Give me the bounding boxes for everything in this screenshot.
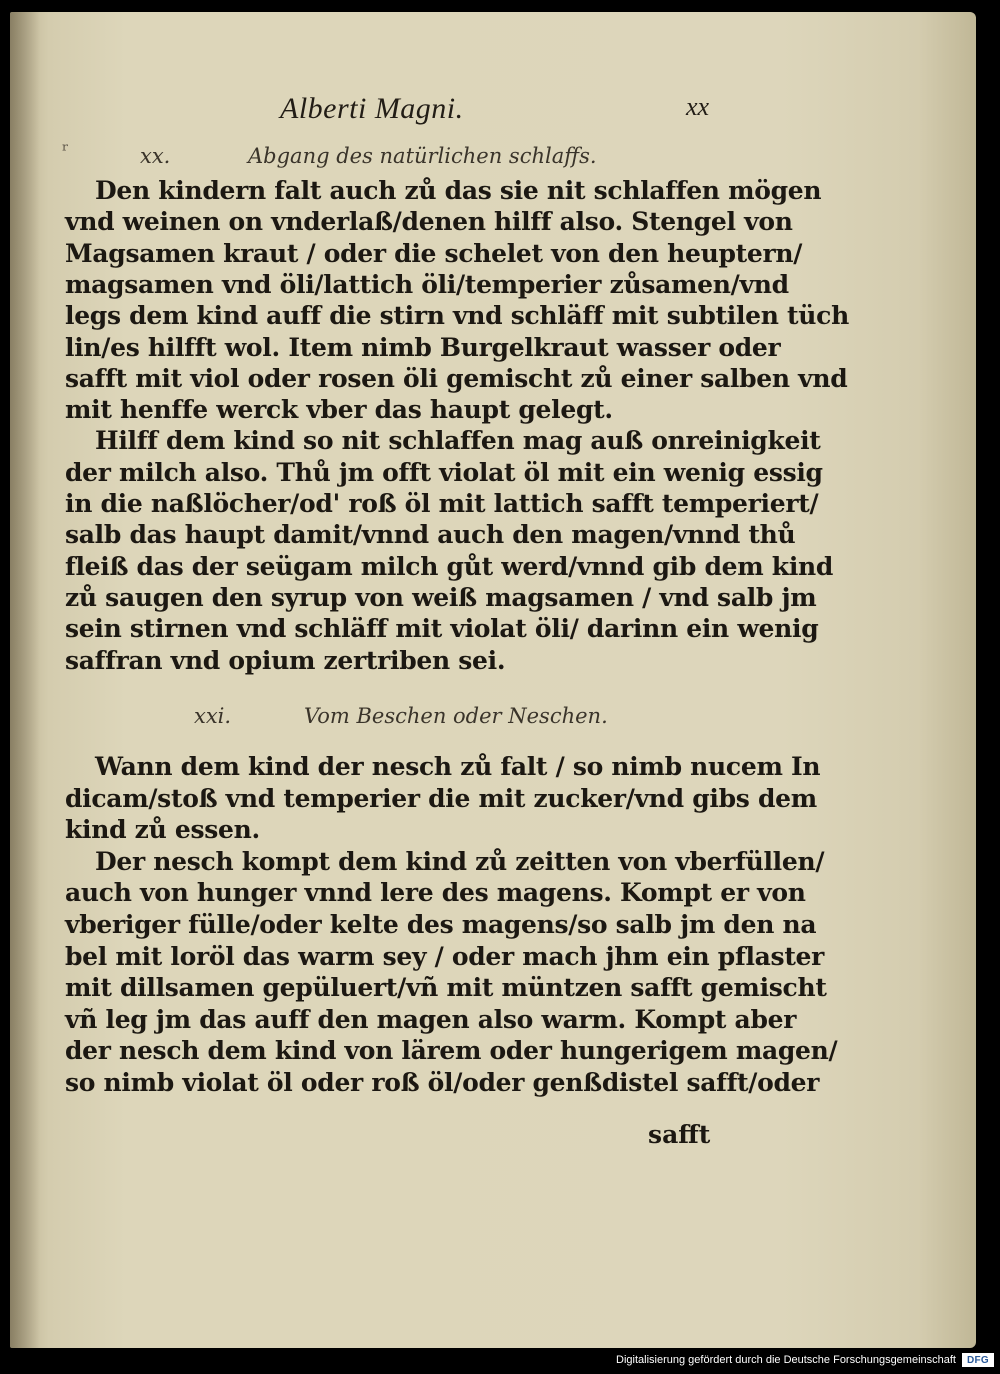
- catchword: safft: [648, 1120, 711, 1149]
- chapter-title: Vom Beschen oder Neschen.: [304, 704, 608, 728]
- text-line: kind zů essen.: [65, 815, 260, 845]
- text-line: zů saugen den syrup von weiß magsamen / vnd salb jm: [65, 582, 817, 612]
- chapter-title: Abgang des natürlichen schlaffs.: [248, 144, 597, 168]
- text-line: magsamen vnd öli/lattich öli/temperier zůsamen/vnd: [65, 269, 789, 299]
- folio-number: xx: [686, 92, 710, 121]
- text-line: Magsamen kraut / oder die schelet von den heuptern/: [65, 238, 803, 268]
- chapter-number: xx.: [140, 144, 171, 168]
- dfg-logo: DFG: [962, 1353, 994, 1367]
- text-line: vñ leg jm das auff den magen also warm. Kompt aber: [65, 1004, 797, 1034]
- page-gutter-shadow: [10, 12, 40, 1348]
- scanned-page: [10, 12, 976, 1348]
- text-line: in die naßlöcher/od' roß öl mit lattich safft temperiert/: [65, 489, 819, 518]
- text-line: salb das haupt damit/vnnd auch den magen/vnnd thů: [65, 520, 796, 550]
- text-line: Der nesch kompt dem kind zů zeitten von vberfüllen/: [95, 846, 825, 876]
- text-line: dicam/stoß vnd temperier die mit zucker/vnd gibs dem: [65, 783, 817, 813]
- text-line: safft mit viol oder rosen öli gemischt zů einer salben vnd: [65, 363, 848, 393]
- text-line: fleiß das der seügam milch gůt werd/vnnd gib dem kind: [65, 551, 834, 581]
- text-line: saffran vnd opium zertriben sei.: [65, 645, 506, 675]
- text-line: Den kindern falt auch zů das sie nit schlaffen mögen: [95, 176, 822, 205]
- text-line: mit henffe werck vber das haupt gelegt.: [65, 395, 613, 425]
- text-line: sein stirnen vnd schläff mit violat öli/ darinn ein wenig: [65, 614, 819, 644]
- text-line: legs dem kind auff die stirn vnd schläff mit subtilen tüch: [65, 301, 849, 331]
- margin-mark: ʳ: [62, 138, 69, 162]
- text-line: so nimb violat öl oder roß öl/oder genßdistel safft/oder: [65, 1068, 820, 1097]
- text-line: der milch also. Thů jm offt violat öl mit ein wenig essig: [65, 457, 823, 487]
- text-line: mit dillsamen gepüluert/vñ mit müntzen safft gemischt: [65, 973, 827, 1003]
- text-line: vberiger fülle/oder kelte des magens/so salb jm den na: [65, 910, 817, 939]
- text-line: auch von hunger vnnd lere des magens. Kompt er von: [65, 878, 806, 908]
- text-line: Wann dem kind der nesch zů falt / so nimb nucem In: [95, 752, 821, 781]
- digitization-credit: Digitalisierung gefördert durch die Deutsche Forschungsgemeinschaft: [616, 1354, 956, 1366]
- text-line: vnd weinen on vnderlaß/denen hilff also. Stengel von: [65, 207, 793, 237]
- chapter-number: xxi.: [194, 704, 232, 728]
- text-line: bel mit loröl das warm sey / oder mach jhm ein pflaster: [65, 941, 825, 971]
- text-line: lin/es hilfft wol. Item nimb Burgelkraut wasser oder: [65, 332, 781, 362]
- running-head: Alberti Magni.: [280, 92, 464, 125]
- text-line: der nesch dem kind von lärem oder hungerigem magen/: [65, 1036, 838, 1066]
- text-line: Hilff dem kind so nit schlaffen mag auß onreinigkeit: [95, 426, 821, 456]
